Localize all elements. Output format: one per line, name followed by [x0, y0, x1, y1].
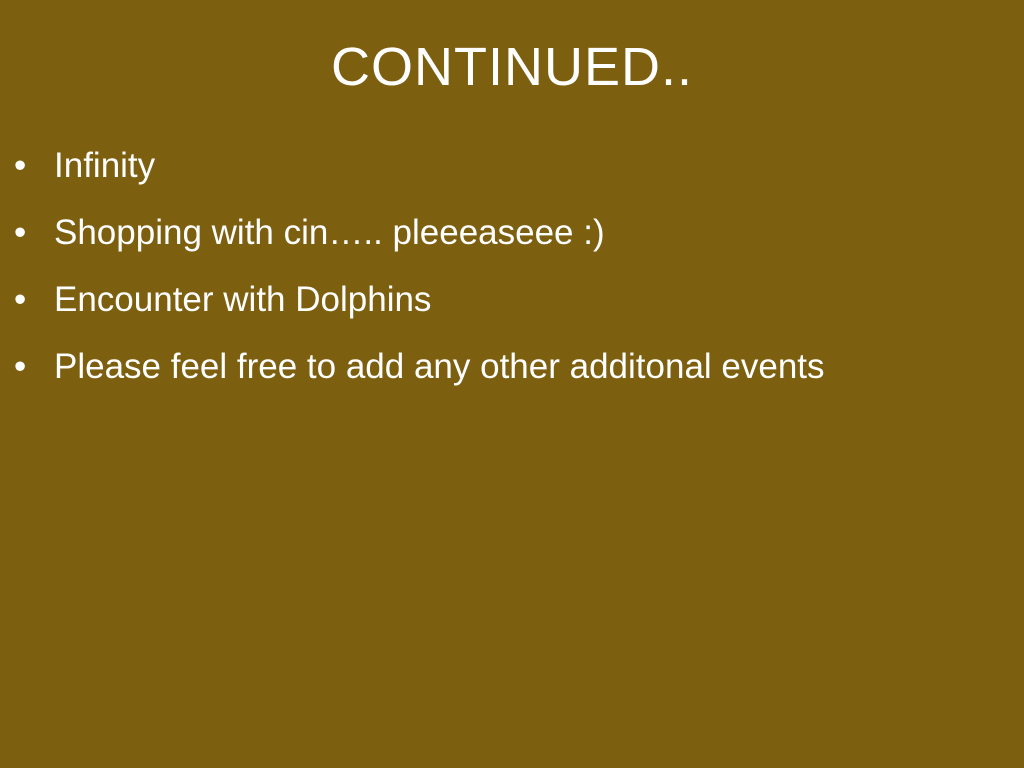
- bullet-list: [14, 148, 994, 416]
- list-item: [14, 148, 994, 183]
- list-item-label: Shopping with cin….. pleeeaseee :): [54, 213, 605, 252]
- page-title: CONTINUED..: [331, 37, 693, 97]
- bullet-marker-icon: •: [14, 347, 27, 386]
- bullet-marker-icon: •: [14, 280, 27, 319]
- list-item-label: Infinity: [54, 146, 156, 185]
- bullet-marker-icon: •: [14, 213, 27, 252]
- list-item: [14, 349, 994, 384]
- list-item: [14, 282, 994, 317]
- list-item-label: Please feel free to add any other additonal events: [54, 347, 825, 386]
- list-item-label: Encounter with Dolphins: [54, 280, 432, 319]
- bullet-marker-icon: •: [14, 146, 27, 185]
- list-item: [14, 215, 994, 250]
